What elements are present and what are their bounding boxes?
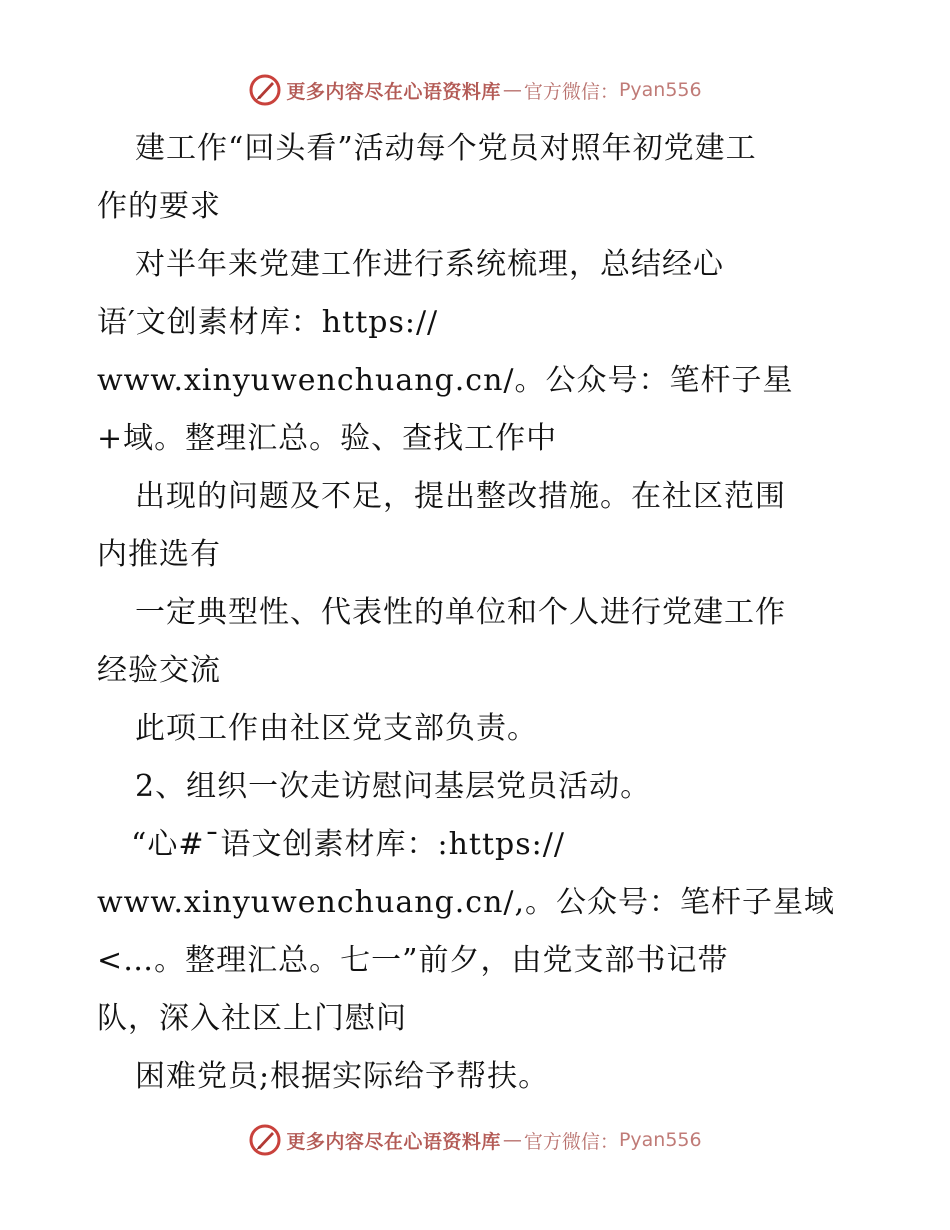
banner-separator: —: [502, 79, 522, 101]
banner-wechat-label: 官方微信：: [523, 80, 619, 103]
banner-separator: —: [502, 1129, 522, 1151]
quill-logo-icon: [248, 1123, 282, 1157]
banner-wechat-account: Pyan556: [618, 1129, 702, 1151]
banner-wechat-account: Pyan556: [618, 79, 702, 101]
quill-logo-icon: [248, 73, 282, 107]
body-line: www.xinyuwenchuang.cn/,。公众号：笔杆子星域: [97, 885, 836, 920]
body-line: 困难党员;根据实际给予帮扶。: [135, 1059, 550, 1094]
header-banner: [0, 70, 950, 110]
banner-brand-text: 更多内容尽在心语资料库: [286, 80, 501, 103]
body-line: “心#¯语文创素材库：:https://: [131, 827, 565, 862]
body-line: 一定典型性、代表性的单位和个人进行党建工作: [135, 595, 786, 630]
body-line: www.xinyuwenchuang.cn/。公众号：笔杆子星: [97, 363, 794, 398]
body-line: 2、组织一次走访慰问基层党员活动。: [135, 769, 652, 804]
body-line: 出现的问题及不足，提出整改措施。在社区范围: [135, 479, 786, 514]
body-line: 队，深入社区上门慰问: [97, 1001, 407, 1036]
body-line: <…。整理汇总。七一”前夕，由党支部书记带: [97, 943, 729, 978]
body-line: +域。整理汇总。验、查找工作中: [97, 421, 558, 456]
body-line: 建工作“回头看”活动每个党员对照年初党建工: [135, 131, 757, 166]
document-body: [97, 120, 877, 1106]
footer-banner: [0, 1120, 950, 1160]
body-line: 内推选有: [97, 537, 221, 572]
body-line: 语′文创素材库：https://: [97, 305, 439, 340]
body-line: 作的要求: [97, 189, 221, 224]
body-line: 经验交流: [97, 653, 221, 688]
banner-wechat-label: 官方微信：: [523, 1130, 619, 1153]
body-line: 此项工作由社区党支部负责。: [135, 711, 538, 746]
banner-brand-text: 更多内容尽在心语资料库: [286, 1130, 501, 1153]
body-line: 对半年来党建工作进行系统梳理，总结经心: [135, 247, 724, 282]
